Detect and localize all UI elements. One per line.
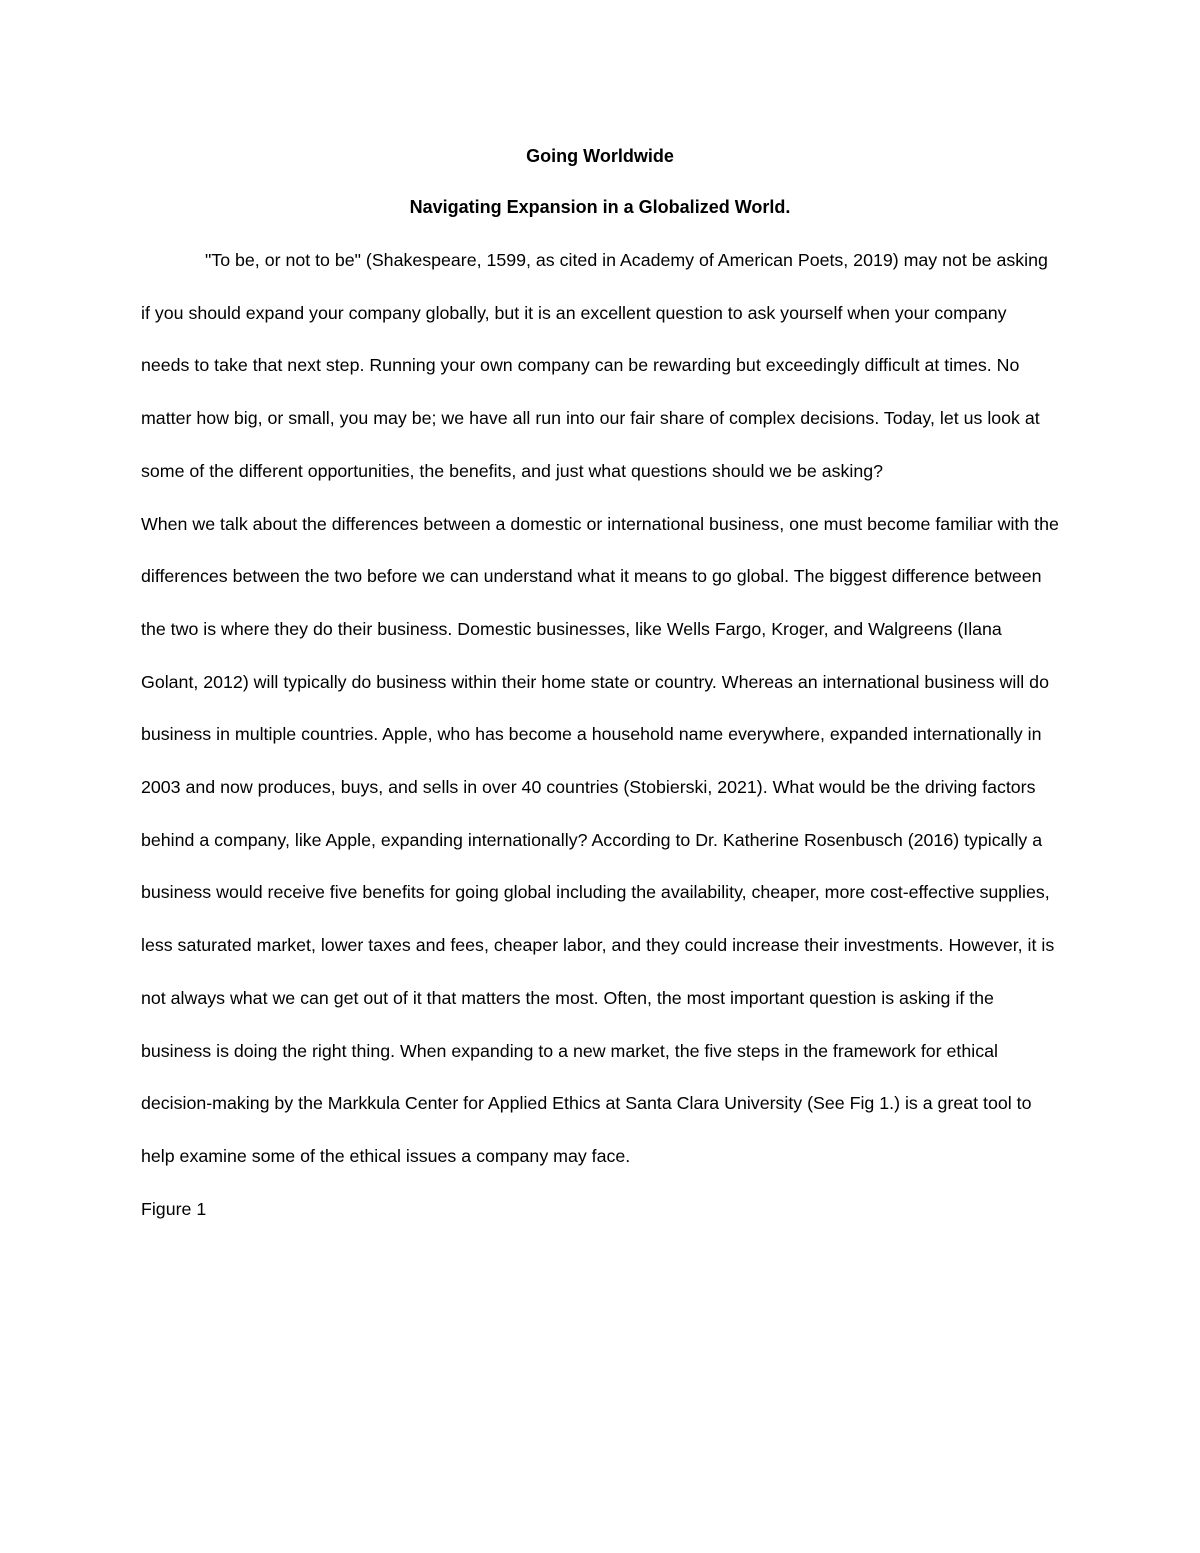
document-title: Going Worldwide — [526, 146, 674, 166]
paragraph-domestic-vs-international: When we talk about the differences between a domestic or international business, one must become familiar with the differences between the two before we can understand what it means to go global. The biggest difference between the two is where they do their business. Domestic businesses, like Wells Fargo, Kroger, and Walgreens (Ilana Golant, 2012) will typically do business within their home state or country. Whereas an international business will do business in multiple countries. Apple, who has become a household name everywhere, expanded internationally in 2003 and now produces, buys, and sells in over 40 countries (Stobierski, 2021). What would be the driving factors behind a company, like Apple, expanding internationally? According to Dr. Katherine Rosenbusch (2016) typically a business would receive five benefits for going global including the availability, cheaper, more cost-effective supplies, less saturated market, lower taxes and fees, cheaper labor, and they could increase their investments. However, it is not always what we can get out of it that matters the most. Often, the most important question is asking if the business is doing the right thing. When expanding to a new market, the five steps in the framework for ethical decision-making by the Markkula Center for Applied Ethics at Santa Clara University (See Fig 1.) is a great tool to help examine some of the ethical issues a company may face. — [141, 513, 1059, 1166]
document-subtitle: Navigating Expansion in a Globalized World. — [409, 197, 791, 217]
paragraph-intro: "To be, or not to be" (Shakespeare, 1599, as cited in Academy of American Poets, 2019) may not be asking if you should expand your company globally, but it is an excellent question to ask yourself when your company needs to take that next step. Running your own company can be rewarding but exceedingly difficult at times. No matter how big, or small, you may be; we have all run into our fair share of complex decisions. Today, let us look at some of the different opportunities, the benefits, and just what questions should we be asking? — [141, 250, 1048, 481]
figure-label: Figure 1 — [141, 1198, 207, 1219]
document-body — [141, 132, 1059, 1235]
